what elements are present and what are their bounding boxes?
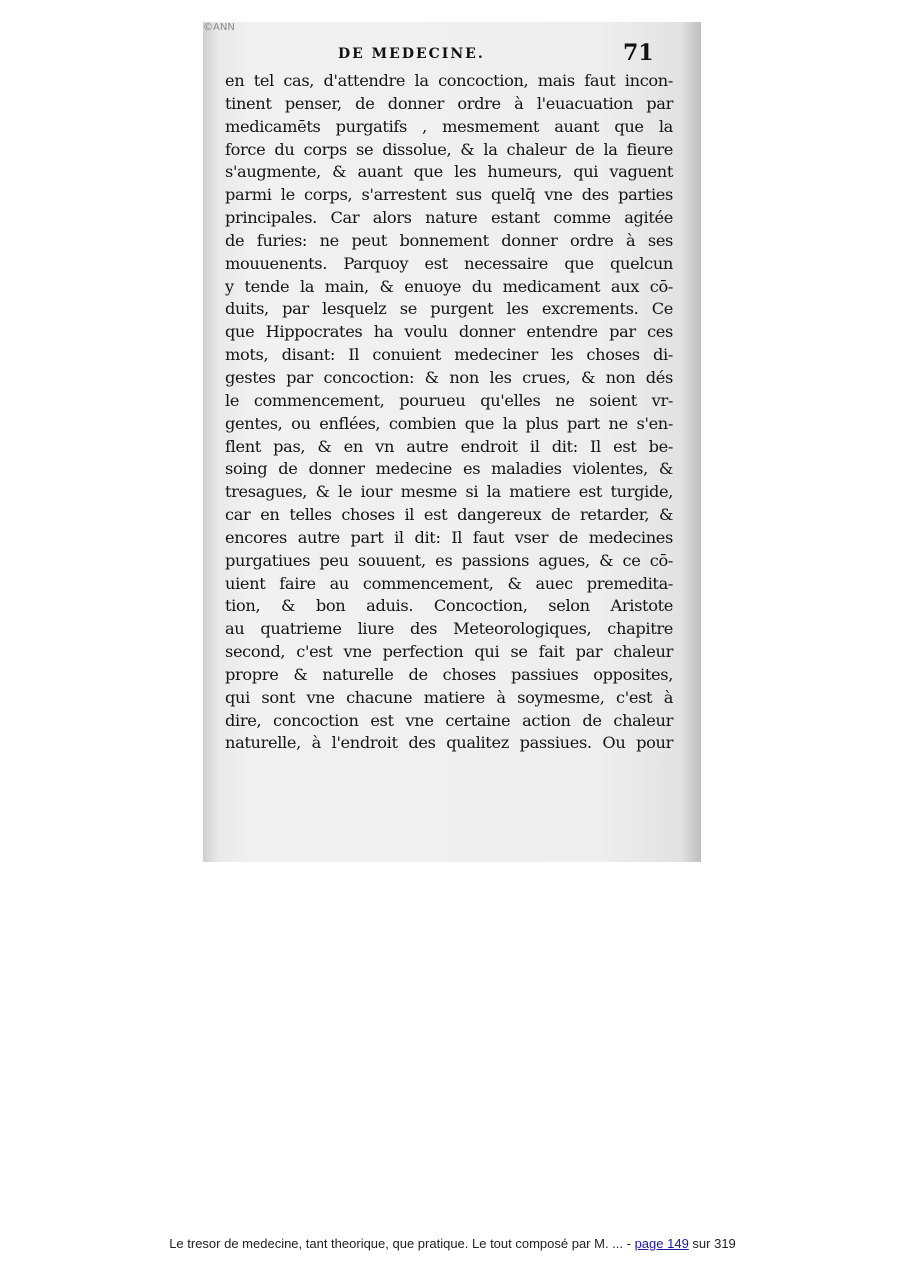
page-caption	[0, 1236, 905, 1251]
text-line: uient faire au commencement, & auec premedita-	[225, 573, 673, 593]
text-line: soing de donner medecine es maladies violentes, &	[225, 459, 673, 479]
text-line: de furies: ne peut bonnement donner ordre à ses	[225, 230, 673, 250]
text-line: duits, par lesquelz se purgent les excrements. Ce	[225, 299, 673, 319]
text-line: encores autre part il dit: Il faut vser de medecines	[225, 527, 673, 547]
text-line: au quatrieme liure des Meteorologiques, chapitre	[225, 619, 673, 639]
text-line: mots, disant: Il conuient medeciner les choses di-	[225, 345, 673, 365]
text-line: en tel cas, d'attendre la concoction, mais faut incon-	[225, 71, 673, 90]
text-line: naturelle, à l'endroit des qualitez passiues. Ou pour	[225, 733, 673, 753]
text-line: principales. Car alors nature estant comme agitée	[225, 208, 673, 228]
text-line: medicamēts purgatifs , mesmement auant que la	[225, 116, 673, 136]
running-head	[203, 40, 673, 68]
text-line: que Hippocrates ha voulu donner entendre par ces	[225, 322, 673, 342]
running-title: DE MEDECINE.	[338, 46, 485, 62]
text-line: gentes, ou enflées, combien que la plus part ne s'en-	[225, 413, 673, 433]
text-line: tinent penser, de donner ordre à l'euacuation par	[225, 93, 673, 113]
text-line: force du corps se dissolue, & la chaleur de la fieure	[225, 139, 673, 159]
text-line: gestes par concoction: & non les crues, & non dés	[225, 367, 673, 387]
text-line: dire, concoction est vne certaine action de chaleur	[225, 710, 673, 730]
text-line: mouuenents. Parquoy est necessaire que quelcun	[225, 253, 673, 273]
text-line: qui sont vne chacune matiere à soymesme, c'est à	[225, 687, 673, 707]
page-number: 71	[623, 40, 654, 66]
text-line: purgatiues peu souuent, es passions agues, & ce cō-	[225, 550, 673, 570]
text-line: y tende la main, & enuoye du medicament aux cō-	[225, 276, 673, 296]
text-line: propre & naturelle de choses passiues opposites,	[225, 664, 673, 684]
text-line: second, c'est vne perfection qui se fait par chaleur	[225, 642, 673, 662]
text-line: tresagues, & le iour mesme si la matiere est turgide,	[225, 482, 673, 502]
text-line: car en telles choses il est dangereux de retarder, &	[225, 505, 673, 525]
library-watermark: ©ANN	[203, 22, 235, 33]
caption-total: sur 319	[688, 1236, 736, 1251]
scanned-page	[203, 22, 701, 862]
text-line: le commencement, pourueu qu'elles ne soient vr-	[225, 390, 673, 410]
text-line: s'augmente, & auant que les humeurs, qui vaguent	[225, 162, 673, 182]
caption-text: Le tresor de medecine, tant theorique, que pratique. Le tout composé par M. ... -	[169, 1236, 635, 1251]
text-line: parmi le corps, s'arrestent sus quelq̄ vne des parties	[225, 185, 673, 205]
text-line: flent pas, & en vn autre endroit il dit: Il est be-	[225, 436, 673, 456]
page-link[interactable]: page 149	[634, 1236, 689, 1251]
body-text	[225, 70, 673, 755]
text-line: tion, & bon aduis. Concoction, selon Aristote	[225, 596, 673, 616]
